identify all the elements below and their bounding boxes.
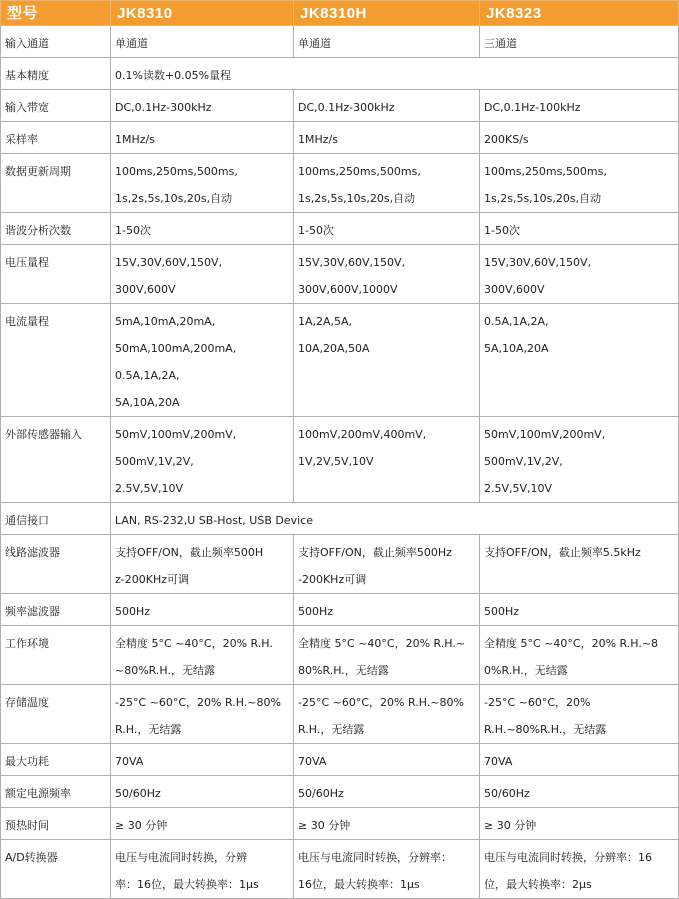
spec-value-line: 5mA,10mA,20mA,: [115, 315, 216, 328]
spec-value-line: 50/60Hz: [298, 787, 344, 800]
spec-label: 通信接口: [1, 503, 111, 535]
header-label-model: 型号: [1, 1, 111, 26]
spec-value-jk8323: [480, 840, 679, 899]
spec-value-jk8310: [111, 594, 294, 626]
spec-value-line: 2.5V,5V,10V: [484, 482, 553, 495]
spec-value-line: 80%R.H.，无结露: [298, 664, 389, 677]
spec-value-line: 0.5A,1A,2A,: [115, 369, 180, 382]
spec-value-line: 全精度 5°C ~40°C，20% R.H.: [115, 637, 273, 650]
spec-value-line: -200KHz可调: [298, 573, 367, 586]
spec-label: 线路滤波器: [1, 535, 111, 594]
spec-value-line: 1-50次: [484, 224, 520, 237]
spec-value-jk8323: [480, 26, 679, 58]
spec-value-line: 0.5A,1A,2A,: [484, 315, 549, 328]
spec-label: 输入通道: [1, 26, 111, 58]
spec-value-jk8310h: [294, 808, 480, 840]
spec-value-line: 300V,600V: [484, 283, 545, 296]
spec-value-line: 500mV,1V,2V,: [484, 455, 563, 468]
spec-value-jk8310h: [294, 744, 480, 776]
spec-value-jk8310h: [294, 154, 480, 213]
spec-value-line: z-200KHz可调: [115, 573, 189, 586]
spec-row-rated-frequency: [1, 776, 679, 808]
spec-label: A/D转换器: [1, 840, 111, 899]
spec-value-jk8310: [111, 776, 294, 808]
spec-row-harmonic-orders: [1, 213, 679, 245]
spec-value-jk8310: [111, 154, 294, 213]
spec-value-line: DC,0.1Hz-300kHz: [115, 101, 212, 114]
spec-value-line: 支持OFF/ON，截止频率500Hz: [298, 546, 452, 559]
spec-value-line: -25°C ~60°C，20%: [484, 696, 591, 709]
spec-value-line: 50mV,100mV,200mV,: [115, 428, 237, 441]
spec-value-line: 1MHz/s: [298, 133, 338, 146]
spec-row-input-bandwidth: [1, 90, 679, 122]
spec-label: 额定电源频率: [1, 776, 111, 808]
spec-row-current-range: [1, 304, 679, 417]
spec-label: 采样率: [1, 122, 111, 154]
spec-value-line: 1s,2s,5s,10s,20s,自动: [115, 192, 233, 205]
spec-value-line: 100ms,250ms,500ms,: [115, 165, 238, 178]
spec-value-line: 电压与电流同时转换，分辨: [115, 851, 247, 864]
spec-row-input-channels: [1, 26, 679, 58]
spec-value-line: 100ms,250ms,500ms,: [298, 165, 421, 178]
spec-value-jk8323: [480, 808, 679, 840]
spec-value-line: 70VA: [115, 755, 144, 768]
spec-value-line: 50/60Hz: [115, 787, 161, 800]
spec-label: 数据更新周期: [1, 154, 111, 213]
spec-value-jk8323: [480, 154, 679, 213]
spec-label: 电流量程: [1, 304, 111, 417]
spec-label: 存储温度: [1, 685, 111, 744]
spec-value-line: 50/60Hz: [484, 787, 530, 800]
spec-row-line-filter: [1, 535, 679, 594]
spec-value-line: 1-50次: [115, 224, 151, 237]
spec-value-line: 0%R.H.，无结露: [484, 664, 568, 677]
spec-value-jk8323: [480, 626, 679, 685]
spec-value-line: 500Hz: [115, 605, 151, 618]
spec-value-line: ≥ 30 分钟: [115, 819, 168, 832]
spec-value-jk8323: [480, 245, 679, 304]
spec-value-jk8310: [111, 90, 294, 122]
spec-row-comm-interface: [1, 503, 679, 535]
spec-value-line: 全精度 5°C ~40°C，20% R.H.~8: [484, 637, 659, 650]
spec-value-jk8310h: [294, 840, 480, 899]
spec-value-line: 100mV,200mV,400mV,: [298, 428, 427, 441]
spec-value-line: 500Hz: [484, 605, 520, 618]
spec-value-all: [111, 503, 679, 535]
spec-row-max-power: [1, 744, 679, 776]
spec-value-line: 1V,2V,5V,10V: [298, 455, 374, 468]
spec-value-line: 15V,30V,60V,150V,: [484, 256, 592, 269]
header-model-jk8323: JK8323: [480, 1, 679, 26]
spec-value-line: 位，最大转换率：2μs: [484, 878, 592, 891]
spec-value-line: ≥ 30 分钟: [298, 819, 351, 832]
spec-value-line: 10A,20A,50A: [298, 342, 370, 355]
spec-value-jk8310: [111, 26, 294, 58]
spec-value-line: 500mV,1V,2V,: [115, 455, 194, 468]
spec-row-external-sensor-input: [1, 417, 679, 503]
spec-value-line: 15V,30V,60V,150V,: [298, 256, 406, 269]
header-model-jk8310: JK8310: [111, 1, 294, 26]
spec-row-basic-accuracy: [1, 58, 679, 90]
spec-value-jk8310: [111, 417, 294, 503]
spec-value-jk8323: [480, 304, 679, 417]
spec-value-jk8323: [480, 417, 679, 503]
spec-value-line: 0.1%读数+0.05%量程: [115, 69, 232, 82]
spec-value-jk8323: [480, 90, 679, 122]
spec-value-line: 2.5V,5V,10V: [115, 482, 184, 495]
spec-value-line: 全精度 5°C ~40°C，20% R.H.~: [298, 637, 466, 650]
spec-value-jk8310: [111, 245, 294, 304]
spec-row-frequency-filter: [1, 594, 679, 626]
spec-value-jk8310: [111, 213, 294, 245]
spec-label: 工作环境: [1, 626, 111, 685]
spec-value-jk8310h: [294, 213, 480, 245]
spec-body: [1, 26, 679, 899]
spec-value-jk8310h: [294, 535, 480, 594]
spec-value-line: 1-50次: [298, 224, 334, 237]
spec-value-line: -25°C ~60°C，20% R.H.~80%: [298, 696, 464, 709]
spec-value-jk8310: [111, 744, 294, 776]
spec-value-line: 电压与电流同时转换，分辨率：16: [484, 851, 652, 864]
spec-value-jk8310: [111, 685, 294, 744]
spec-value-jk8310: [111, 840, 294, 899]
spec-value-line: DC,0.1Hz-300kHz: [298, 101, 395, 114]
spec-value-line: 50mV,100mV,200mV,: [484, 428, 606, 441]
spec-value-line: 1s,2s,5s,10s,20s,自动: [298, 192, 416, 205]
spec-value-jk8310h: [294, 417, 480, 503]
spec-value-line: 1A,2A,5A,: [298, 315, 353, 328]
spec-value-all: [111, 58, 679, 90]
spec-value-line: 16位，最大转换率：1μs: [298, 878, 420, 891]
spec-value-jk8310: [111, 808, 294, 840]
spec-row-operating-env: [1, 626, 679, 685]
spec-value-line: 5A,10A,20A: [484, 342, 549, 355]
spec-value-jk8310h: [294, 594, 480, 626]
spec-value-jk8310h: [294, 122, 480, 154]
spec-value-jk8310: [111, 122, 294, 154]
spec-row-voltage-range: [1, 245, 679, 304]
spec-value-jk8310h: [294, 90, 480, 122]
spec-value-jk8323: [480, 122, 679, 154]
spec-row-warmup-time: [1, 808, 679, 840]
spec-value-line: 单通道: [115, 37, 148, 50]
spec-label: 基本精度: [1, 58, 111, 90]
spec-value-jk8323: [480, 685, 679, 744]
spec-value-line: 5A,10A,20A: [115, 396, 180, 409]
spec-value-line: 500Hz: [298, 605, 334, 618]
spec-value-line: R.H.，无结露: [115, 723, 182, 736]
spec-value-line: 率：16位，最大转换率：1μs: [115, 878, 259, 891]
spec-value-jk8323: [480, 213, 679, 245]
spec-value-line: 300V,600V,1000V: [298, 283, 398, 296]
spec-value-line: ≥ 30 分钟: [484, 819, 537, 832]
spec-value-line: 70VA: [298, 755, 327, 768]
spec-label: 外部传感器输入: [1, 417, 111, 503]
spec-value-jk8310h: [294, 26, 480, 58]
spec-value-jk8310h: [294, 685, 480, 744]
spec-value-line: 50mA,100mA,200mA,: [115, 342, 237, 355]
spec-value-line: -25°C ~60°C，20% R.H.~80%: [115, 696, 281, 709]
spec-label: 频率滤波器: [1, 594, 111, 626]
spec-value-line: 300V,600V: [115, 283, 176, 296]
spec-value-line: R.H.，无结露: [298, 723, 365, 736]
spec-value-jk8310h: [294, 776, 480, 808]
spec-label: 输入带宽: [1, 90, 111, 122]
spec-value-jk8310h: [294, 245, 480, 304]
spec-value-line: 1s,2s,5s,10s,20s,自动: [484, 192, 602, 205]
spec-row-storage-temp: [1, 685, 679, 744]
spec-value-jk8310: [111, 626, 294, 685]
spec-value-jk8310: [111, 304, 294, 417]
spec-row-update-period: [1, 154, 679, 213]
spec-value-line: 三通道: [484, 37, 517, 50]
spec-label: 最大功耗: [1, 744, 111, 776]
spec-label: 谐波分析次数: [1, 213, 111, 245]
spec-value-jk8323: [480, 594, 679, 626]
spec-row-sample-rate: [1, 122, 679, 154]
spec-value-jk8310h: [294, 626, 480, 685]
spec-value-line: R.H.~80%R.H.，无结露: [484, 723, 607, 736]
spec-value-line: ~80%R.H.，无结露: [115, 664, 215, 677]
spec-value-line: 100ms,250ms,500ms,: [484, 165, 607, 178]
spec-value-line: 单通道: [298, 37, 331, 50]
spec-value-line: 电压与电流同时转换，分辨率：: [298, 851, 452, 864]
spec-label: 电压量程: [1, 245, 111, 304]
spec-value-line: 15V,30V,60V,150V,: [115, 256, 223, 269]
spec-value-jk8323: [480, 776, 679, 808]
spec-value-line: 支持OFF/ON，截止频率500H: [115, 546, 264, 559]
spec-value-line: 200KS/s: [484, 133, 529, 146]
header-row: [1, 1, 679, 26]
spec-value-line: LAN, RS-232,U SB-Host, USB Device: [115, 514, 313, 527]
spec-value-jk8310h: [294, 304, 480, 417]
spec-value-line: 支持OFF/ON，截止频率5.5kHz: [484, 546, 641, 559]
spec-value-line: 1MHz/s: [115, 133, 155, 146]
spec-label: 预热时间: [1, 808, 111, 840]
spec-value-line: DC,0.1Hz-100kHz: [484, 101, 581, 114]
spec-value-jk8310: [111, 535, 294, 594]
spec-value-jk8323: [480, 535, 679, 594]
header-model-jk8310h: JK8310H: [294, 1, 480, 26]
spec-value-jk8323: [480, 744, 679, 776]
spec-value-line: 70VA: [484, 755, 513, 768]
spec-row-ad-converter: [1, 840, 679, 899]
